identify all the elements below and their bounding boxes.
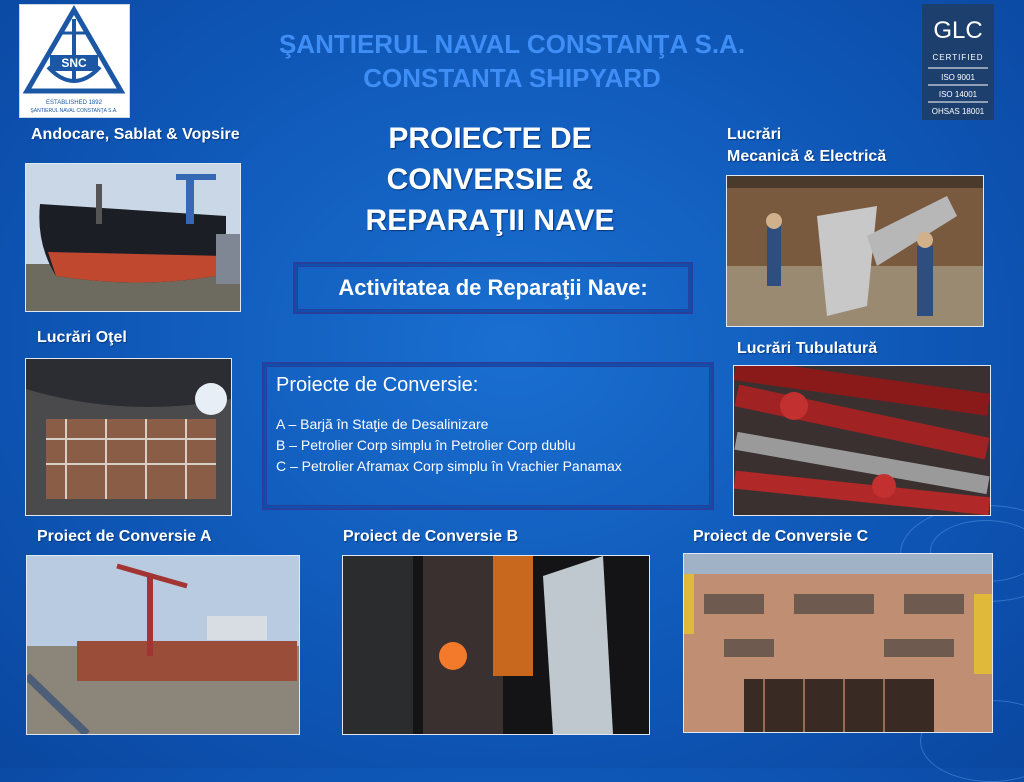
conversion-projects-box [262,362,714,510]
conversion-item: C – Petrolier Aframax Corp simplu în Vrachier Panamax [276,458,622,474]
steel-works-photo [25,358,232,516]
piping-label: Lucrări Tubulatură [737,340,878,357]
slide-title-line: REPARAŢII NAVE [365,204,615,237]
piping-works-photo [733,365,991,516]
activity-box: Activitatea de Reparaţii Nave: [293,262,693,314]
snc-full-name: ŞANTIERUL NAVAL CONSTANŢA S.A. [30,108,118,114]
glc-certification-logo [922,4,994,120]
glc-brand: GLC [933,17,983,44]
mechanical-label-line2: Mecanică & Electrică [727,148,887,165]
drydock-label: Andocare, Sablat & Vopsire [31,126,240,143]
slide-title [310,118,670,241]
glc-standard: ISO 14001 [938,90,978,99]
snc-established: ESTABLISHED 1892 [46,100,102,106]
conversion-c-label: Proiect de Conversie C [693,528,869,545]
conversion-item: B – Petrolier Corp simplu în Petrolier Corp dublu [276,437,576,453]
snc-logo [19,4,130,118]
conversion-box-title: Proiecte de Conversie: [276,374,479,396]
drydock-ship-photo [25,163,241,312]
snc-initials: SNC [61,56,87,70]
slide-title-line: CONVERSIE & [386,163,594,196]
conversion-a-label: Proiect de Conversie A [37,528,212,545]
conversion-item: A – Barjă în Staţie de Desalinizare [276,416,489,432]
glc-standard: ISO 9001 [941,73,975,82]
conversion-b-label: Proiect de Conversie B [343,528,519,545]
steel-label: Lucrări Oţel [37,329,127,346]
conversion-a-photo [26,555,300,735]
mechanical-label-line1: Lucrări [727,126,782,143]
mechanical-works-photo [726,175,984,327]
glc-certified: CERTIFIED [932,53,984,62]
glc-standard: OHSAS 18001 [931,107,985,116]
conversion-c-photo [683,553,993,733]
slide-title-line: PROIECTE DE [388,122,592,155]
company-name-ro: ŞANTIERUL NAVAL CONSTANŢA S.A. [278,29,746,59]
company-name-en: CONSTANTA SHIPYARD [363,63,661,93]
conversion-b-photo [342,555,650,735]
